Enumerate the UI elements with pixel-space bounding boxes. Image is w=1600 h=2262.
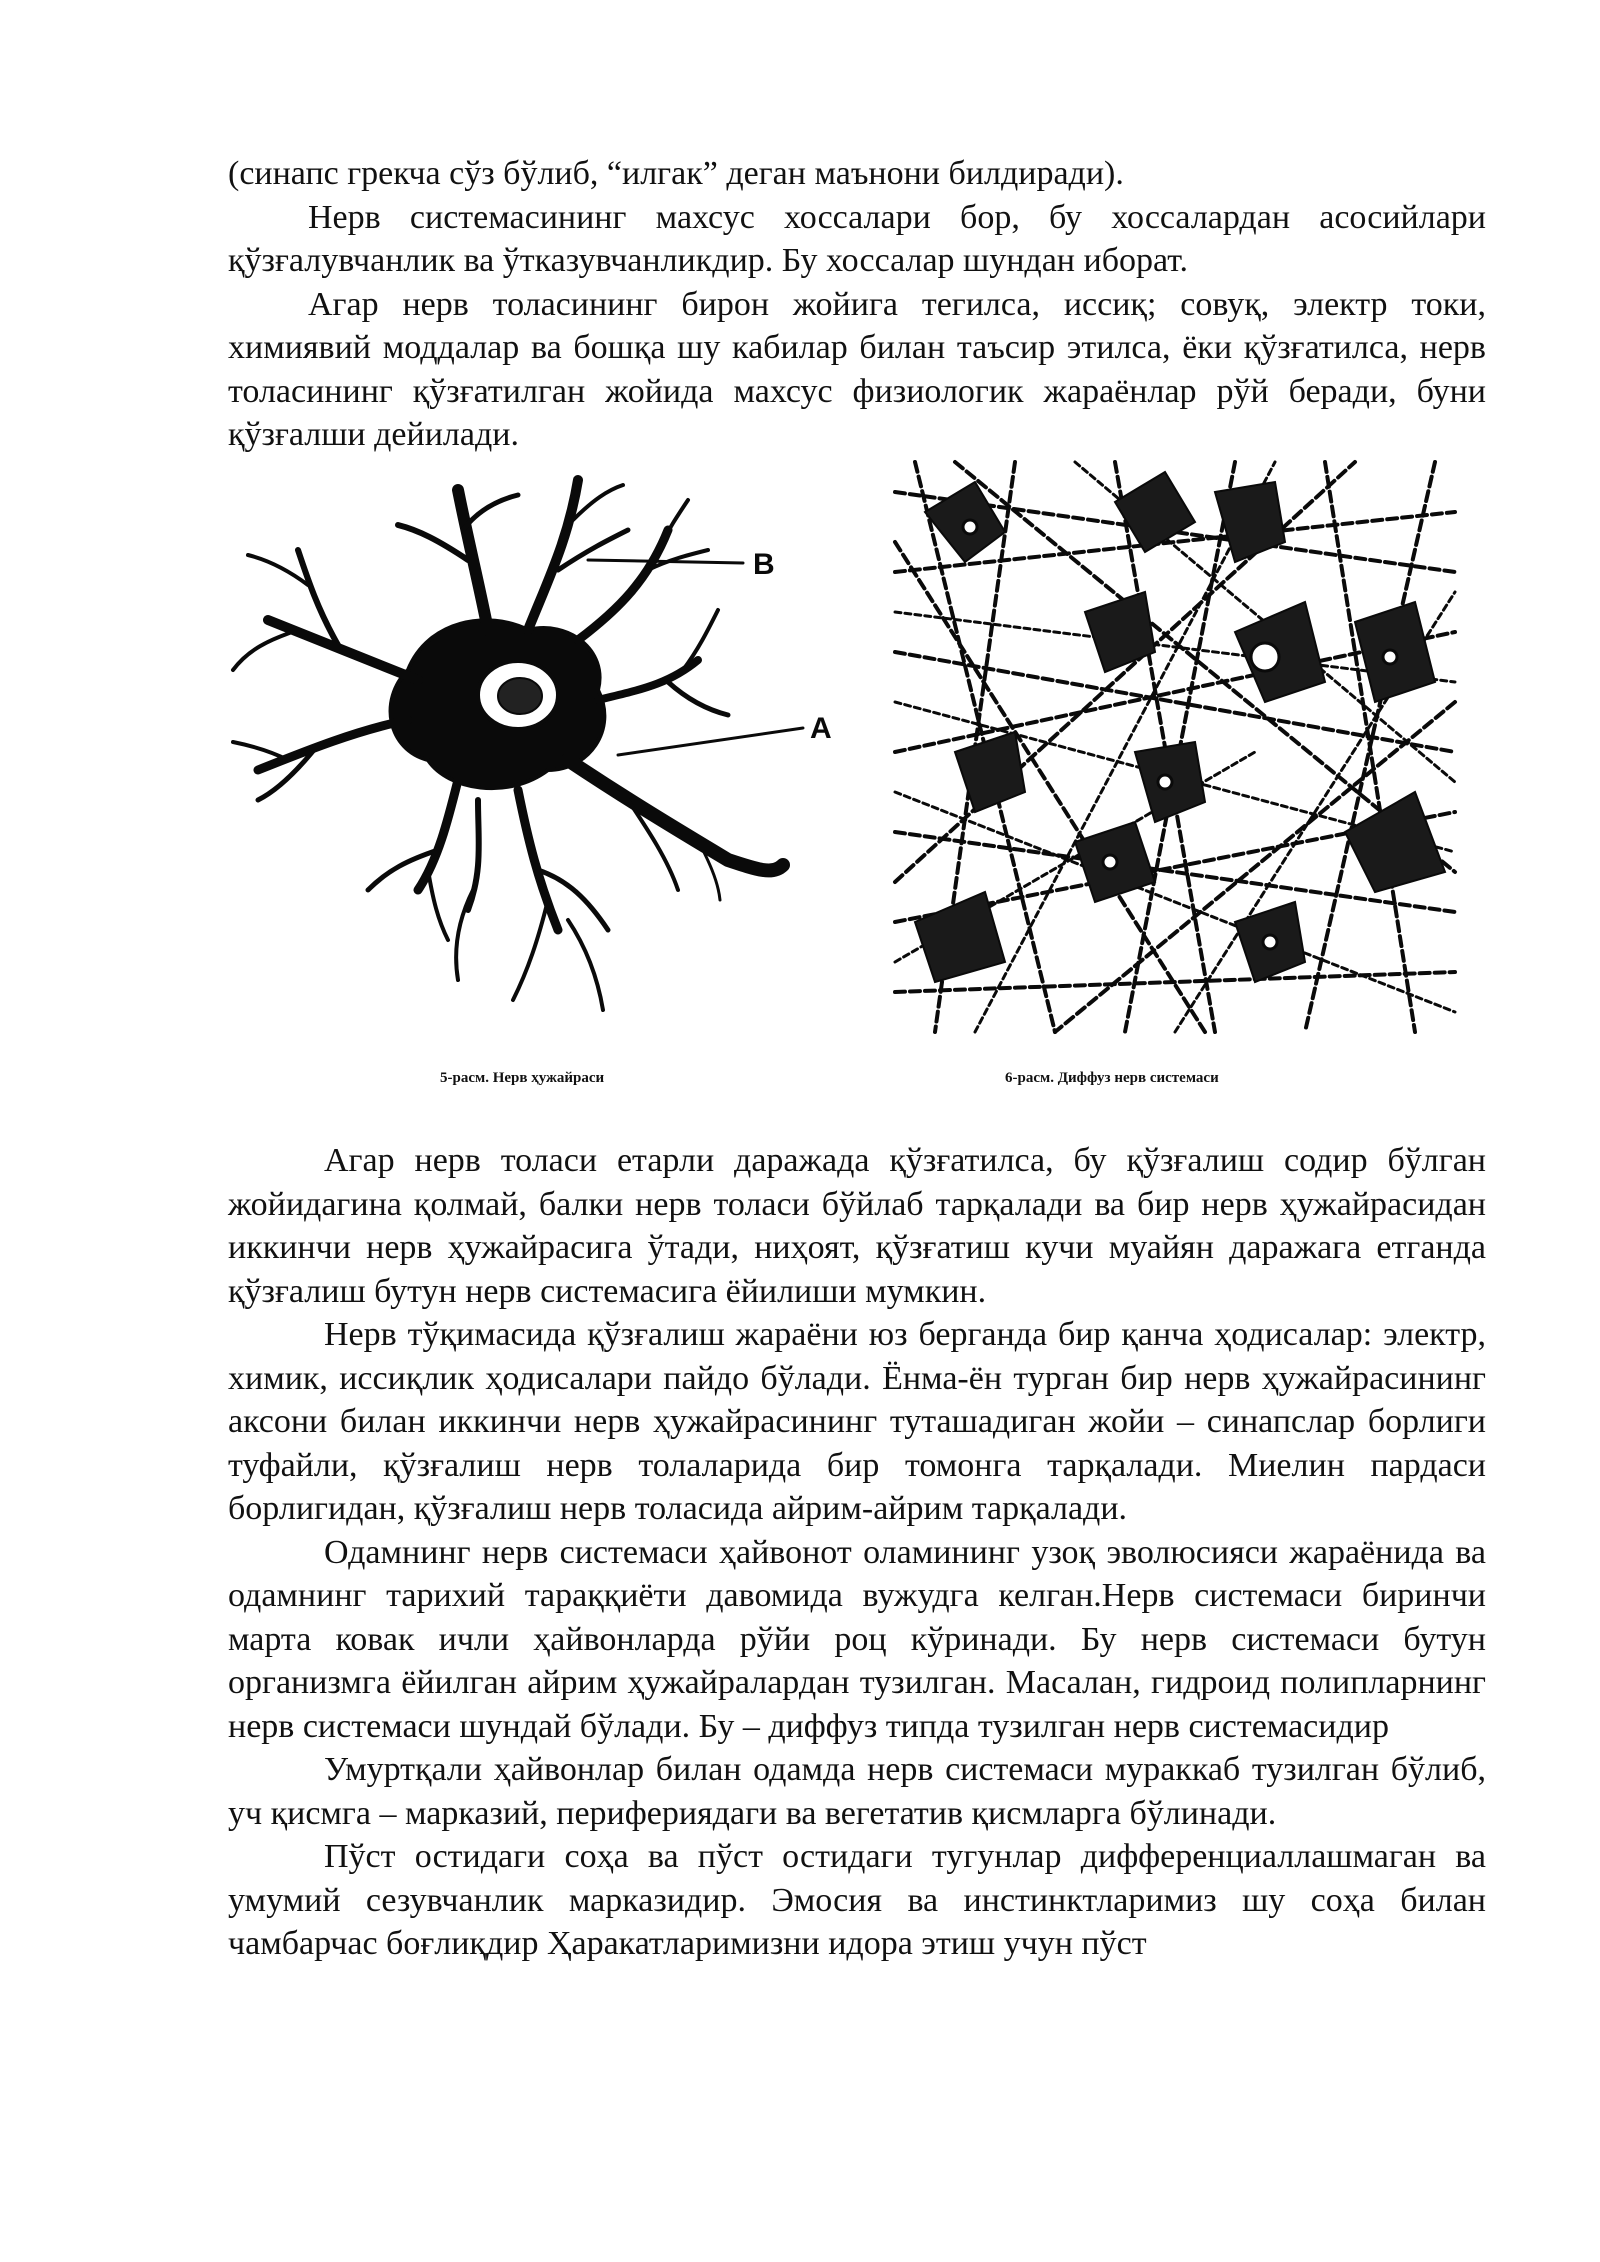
diffuse-nervous-system-illustration: [855, 452, 1495, 1042]
label-a: A: [810, 712, 832, 745]
paragraph: Нерв тўқимасида қўзғалиш жараёни юз берганда бир қанча ҳодисалар: электр, химик, иссиқлик ҳодисалари пайдо бўлади. Ёнма-ён турган бир нерв ҳужайрасининг аксони билан иккинчи нерв ҳужайрасининг туташадиган жойи – синапслар борлиги туфайли, қўзғалиш нерв толаларида бир томонга тарқалади. Миелин пардаси борлигидан, қўзғалиш нерв толасида айрим-айрим тарқалади.: [228, 1316, 1486, 1527]
paragraph: (синапс грекча сўз бўлиб, “илгак” деган маънони билдиради).: [228, 155, 1124, 192]
paragraph: Умуртқали ҳайвонлар билан одамда нерв системаси мураккаб тузилган бўлиб, уч қисмга – марказий, перифериядаги ва вегетатив қисмларга бўлинади.: [228, 1751, 1486, 1832]
label-b: B: [753, 548, 775, 581]
nerve-cell-illustration: [228, 470, 868, 1040]
text-block-bottom: [228, 1139, 1486, 1966]
paragraph: Одамнинг нерв системаси ҳайвонот оламининг узоқ эволюсияси жараёнида ва одамнинг тарихий тараққиёти давомида вужудга келган.Нерв системаси биринчи марта ковак ичли ҳайвонларда рўйи роц кўринади. Бу нерв системаси бутун организмга ёйилган айрим ҳужайралардан тузилган. Масалан, гидроид полипларнинг нерв системаси шундай бўлади. Бу – диффуз типда тузилган нерв системасидир: [228, 1533, 1486, 1745]
paragraph: Пўст остидаги соҳа ва пўст остидаги тугунлар дифференциаллашмаган ва умумий сезувчанлик марказидир. Эмосия ва инстинктларимиз шу соҳа билан чамбарчас боғлиқдир Ҳаракатларимизни идора этиш учун пўст: [228, 1838, 1486, 1962]
text-block-top: [228, 152, 1486, 457]
paragraph: Агар нерв толасининг бирон жойига тегилса, иссиқ; совуқ, электр токи, химиявий моддалар ва бошқа шу кабилар билан таъсир этилса, ёки қўзғатилса, нерв толасининг қўзғатилган жойида махсус физиологик жараёнлар рўй беради, буни қўзғалши дейилади.: [228, 285, 1486, 453]
figure-caption: 6-расм. Диффуз нерв системаси: [1005, 1070, 1219, 1086]
figure-diffuse-nervous-system: [855, 452, 1495, 1042]
figure-nerve-cell: [228, 470, 868, 1040]
figure-caption: 5-расм. Нерв ҳужайраси: [440, 1070, 605, 1086]
paragraph: Агар нерв толаси етарли даражада қўзғатилса, бу қўзғалиш содир бўлган жойидагина қолмай, балки нерв толаси бўйлаб тарқалади ва бир нерв ҳужайрасидан иккинчи нерв ҳужайрасига ўтади, ниҳоят, қўзғатиш кучи муайян даражага етганда қўзғалиш бутун нерв системасига ёйилиши мумкин.: [228, 1142, 1486, 1310]
paragraph: Нерв системасининг махсус хоссалари бор, бу хоссалардан асосийлари қўзғалувчанлик ва ўтказувчанликдир. Бу хоссалар шундан иборат.: [228, 198, 1486, 279]
